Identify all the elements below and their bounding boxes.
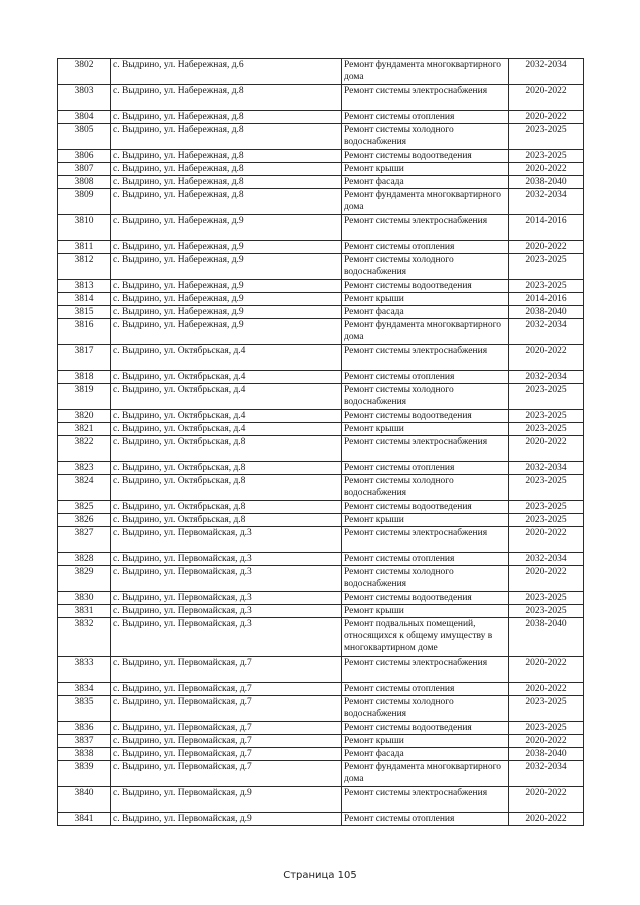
row-number-cell: 3837 xyxy=(58,735,111,748)
period-cell: 2020-2022 xyxy=(509,241,584,254)
address-cell: с. Выдрино, ул. Первомайская, д.3 xyxy=(111,618,342,657)
period-cell: 2032-2034 xyxy=(509,462,584,475)
row-number-cell: 3838 xyxy=(58,748,111,761)
address-cell: с. Выдрино, ул. Набережная, д.8 xyxy=(111,111,342,124)
row-number-cell: 3830 xyxy=(58,592,111,605)
address-cell: с. Выдрино, ул. Октябрьская, д.8 xyxy=(111,514,342,527)
table-row xyxy=(58,189,584,215)
work-type-cell: Ремонт системы холодного водоснабжения xyxy=(342,696,509,722)
address-cell: с. Выдрино, ул. Набережная, д.9 xyxy=(111,280,342,293)
table-row xyxy=(58,527,584,553)
work-type-cell: Ремонт системы отопления xyxy=(342,462,509,475)
address-cell: с. Выдрино, ул. Октябрьская, д.4 xyxy=(111,410,342,423)
period-cell: 2023-2025 xyxy=(509,605,584,618)
period-cell: 2023-2025 xyxy=(509,410,584,423)
period-cell: 2038-2040 xyxy=(509,306,584,319)
period-cell: 2020-2022 xyxy=(509,813,584,826)
address-cell: с. Выдрино, ул. Октябрьская, д.4 xyxy=(111,345,342,371)
row-number-cell: 3803 xyxy=(58,85,111,111)
address-cell: с. Выдрино, ул. Набережная, д.6 xyxy=(111,59,342,85)
address-cell: с. Выдрино, ул. Первомайская, д.7 xyxy=(111,761,342,787)
address-cell: с. Выдрино, ул. Первомайская, д.9 xyxy=(111,787,342,813)
table-row xyxy=(58,423,584,436)
work-type-cell: Ремонт фундамента многоквартирного дома xyxy=(342,319,509,345)
table-row xyxy=(58,475,584,501)
table-row xyxy=(58,787,584,813)
period-cell: 2020-2022 xyxy=(509,163,584,176)
period-cell: 2032-2034 xyxy=(509,59,584,85)
work-type-cell: Ремонт системы электроснабжения xyxy=(342,657,509,683)
row-number-cell: 3827 xyxy=(58,527,111,553)
work-type-cell: Ремонт крыши xyxy=(342,163,509,176)
table-row xyxy=(58,501,584,514)
table-row xyxy=(58,254,584,280)
address-cell: с. Выдрино, ул. Первомайская, д.9 xyxy=(111,813,342,826)
address-cell: с. Выдрино, ул. Первомайская, д.3 xyxy=(111,592,342,605)
work-type-cell: Ремонт системы электроснабжения xyxy=(342,787,509,813)
row-number-cell: 3823 xyxy=(58,462,111,475)
address-cell: с. Выдрино, ул. Первомайская, д.3 xyxy=(111,553,342,566)
repair-schedule-table xyxy=(57,58,584,826)
address-cell: с. Выдрино, ул. Первомайская, д.3 xyxy=(111,566,342,592)
period-cell: 2023-2025 xyxy=(509,124,584,150)
row-number-cell: 3840 xyxy=(58,787,111,813)
row-number-cell: 3839 xyxy=(58,761,111,787)
table-row xyxy=(58,345,584,371)
row-number-cell: 3808 xyxy=(58,176,111,189)
table-row xyxy=(58,813,584,826)
row-number-cell: 3835 xyxy=(58,696,111,722)
row-number-cell: 3832 xyxy=(58,618,111,657)
period-cell: 2023-2025 xyxy=(509,384,584,410)
row-number-cell: 3841 xyxy=(58,813,111,826)
table-row xyxy=(58,371,584,384)
work-type-cell: Ремонт системы электроснабжения xyxy=(342,215,509,241)
row-number-cell: 3822 xyxy=(58,436,111,462)
address-cell: с. Выдрино, ул. Набережная, д.8 xyxy=(111,124,342,150)
row-number-cell: 3833 xyxy=(58,657,111,683)
address-cell: с. Выдрино, ул. Набережная, д.9 xyxy=(111,319,342,345)
address-cell: с. Выдрино, ул. Октябрьская, д.8 xyxy=(111,436,342,462)
table-row xyxy=(58,293,584,306)
address-cell: с. Выдрино, ул. Набережная, д.9 xyxy=(111,215,342,241)
table-row xyxy=(58,384,584,410)
address-cell: с. Выдрино, ул. Первомайская, д.7 xyxy=(111,683,342,696)
row-number-cell: 3816 xyxy=(58,319,111,345)
work-type-cell: Ремонт фундамента многоквартирного дома xyxy=(342,761,509,787)
work-type-cell: Ремонт крыши xyxy=(342,735,509,748)
address-cell: с. Выдрино, ул. Набережная, д.9 xyxy=(111,306,342,319)
row-number-cell: 3811 xyxy=(58,241,111,254)
period-cell: 2032-2034 xyxy=(509,761,584,787)
work-type-cell: Ремонт фундамента многоквартирного дома xyxy=(342,189,509,215)
row-number-cell: 3829 xyxy=(58,566,111,592)
work-type-cell: Ремонт системы электроснабжения xyxy=(342,85,509,111)
work-type-cell: Ремонт крыши xyxy=(342,514,509,527)
table-row xyxy=(58,150,584,163)
address-cell: с. Выдрино, ул. Октябрьская, д.8 xyxy=(111,462,342,475)
address-cell: с. Выдрино, ул. Набережная, д.9 xyxy=(111,241,342,254)
work-type-cell: Ремонт системы электроснабжения xyxy=(342,527,509,553)
row-number-cell: 3802 xyxy=(58,59,111,85)
period-cell: 2032-2034 xyxy=(509,189,584,215)
row-number-cell: 3806 xyxy=(58,150,111,163)
table-row xyxy=(58,241,584,254)
address-cell: с. Выдрино, ул. Октябрьская, д.4 xyxy=(111,384,342,410)
work-type-cell: Ремонт системы водоотведения xyxy=(342,150,509,163)
period-cell: 2023-2025 xyxy=(509,514,584,527)
period-cell: 2020-2022 xyxy=(509,436,584,462)
address-cell: с. Выдрино, ул. Первомайская, д.7 xyxy=(111,748,342,761)
period-cell: 2020-2022 xyxy=(509,787,584,813)
work-type-cell: Ремонт системы отопления xyxy=(342,813,509,826)
work-type-cell: Ремонт системы электроснабжения xyxy=(342,345,509,371)
work-type-cell: Ремонт фасада xyxy=(342,176,509,189)
period-cell: 2020-2022 xyxy=(509,735,584,748)
work-type-cell: Ремонт фасада xyxy=(342,748,509,761)
address-cell: с. Выдрино, ул. Октябрьская, д.8 xyxy=(111,475,342,501)
work-type-cell: Ремонт системы холодного водоснабжения xyxy=(342,124,509,150)
work-type-cell: Ремонт системы водоотведения xyxy=(342,410,509,423)
work-type-cell: Ремонт системы холодного водоснабжения xyxy=(342,384,509,410)
row-number-cell: 3813 xyxy=(58,280,111,293)
work-type-cell: Ремонт системы водоотведения xyxy=(342,280,509,293)
address-cell: с. Выдрино, ул. Первомайская, д.3 xyxy=(111,527,342,553)
address-cell: с. Выдрино, ул. Первомайская, д.3 xyxy=(111,605,342,618)
row-number-cell: 3805 xyxy=(58,124,111,150)
work-type-cell: Ремонт системы отопления xyxy=(342,683,509,696)
table-row xyxy=(58,761,584,787)
period-cell: 2023-2025 xyxy=(509,722,584,735)
address-cell: с. Выдрино, ул. Первомайская, д.7 xyxy=(111,722,342,735)
table-row xyxy=(58,735,584,748)
period-cell: 2038-2040 xyxy=(509,176,584,189)
row-number-cell: 3821 xyxy=(58,423,111,436)
work-type-cell: Ремонт подвальных помещений, относящихся к общему имуществу в многоквартирном доме xyxy=(342,618,509,657)
work-type-cell: Ремонт крыши xyxy=(342,605,509,618)
period-cell: 2023-2025 xyxy=(509,280,584,293)
work-type-cell: Ремонт системы водоотведения xyxy=(342,592,509,605)
table-row xyxy=(58,592,584,605)
address-cell: с. Выдрино, ул. Первомайская, д.7 xyxy=(111,735,342,748)
work-type-cell: Ремонт системы отопления xyxy=(342,111,509,124)
address-cell: с. Выдрино, ул. Октябрьская, д.4 xyxy=(111,371,342,384)
work-type-cell: Ремонт системы водоотведения xyxy=(342,501,509,514)
work-type-cell: Ремонт системы электроснабжения xyxy=(342,436,509,462)
address-cell: с. Выдрино, ул. Набережная, д.9 xyxy=(111,293,342,306)
row-number-cell: 3824 xyxy=(58,475,111,501)
row-number-cell: 3817 xyxy=(58,345,111,371)
row-number-cell: 3815 xyxy=(58,306,111,319)
row-number-cell: 3820 xyxy=(58,410,111,423)
table-row xyxy=(58,410,584,423)
work-type-cell: Ремонт системы холодного водоснабжения xyxy=(342,254,509,280)
address-cell: с. Выдрино, ул. Набережная, д.8 xyxy=(111,189,342,215)
table-row xyxy=(58,722,584,735)
period-cell: 2020-2022 xyxy=(509,657,584,683)
table-row xyxy=(58,748,584,761)
period-cell: 2020-2022 xyxy=(509,683,584,696)
period-cell: 2023-2025 xyxy=(509,592,584,605)
address-cell: с. Выдрино, ул. Октябрьская, д.4 xyxy=(111,423,342,436)
document-page xyxy=(57,58,583,826)
table-row xyxy=(58,553,584,566)
table-row xyxy=(58,176,584,189)
work-type-cell: Ремонт системы холодного водоснабжения xyxy=(342,566,509,592)
row-number-cell: 3825 xyxy=(58,501,111,514)
row-number-cell: 3819 xyxy=(58,384,111,410)
table-row xyxy=(58,683,584,696)
table-row xyxy=(58,59,584,85)
table-row xyxy=(58,111,584,124)
address-cell: с. Выдрино, ул. Набережная, д.8 xyxy=(111,176,342,189)
address-cell: с. Выдрино, ул. Первомайская, д.7 xyxy=(111,696,342,722)
period-cell: 2023-2025 xyxy=(509,254,584,280)
period-cell: 2023-2025 xyxy=(509,696,584,722)
table-row xyxy=(58,163,584,176)
period-cell: 2020-2022 xyxy=(509,345,584,371)
row-number-cell: 3834 xyxy=(58,683,111,696)
period-cell: 2020-2022 xyxy=(509,527,584,553)
table-row xyxy=(58,657,584,683)
table-row xyxy=(58,618,584,657)
table-row xyxy=(58,436,584,462)
row-number-cell: 3828 xyxy=(58,553,111,566)
period-cell: 2032-2034 xyxy=(509,371,584,384)
period-cell: 2038-2040 xyxy=(509,618,584,657)
work-type-cell: Ремонт системы отопления xyxy=(342,553,509,566)
table-row xyxy=(58,696,584,722)
work-type-cell: Ремонт фундамента многоквартирного дома xyxy=(342,59,509,85)
table-row xyxy=(58,566,584,592)
period-cell: 2023-2025 xyxy=(509,501,584,514)
address-cell: с. Выдрино, ул. Октябрьская, д.8 xyxy=(111,501,342,514)
period-cell: 2032-2034 xyxy=(509,553,584,566)
row-number-cell: 3807 xyxy=(58,163,111,176)
period-cell: 2014-2016 xyxy=(509,215,584,241)
work-type-cell: Ремонт крыши xyxy=(342,293,509,306)
period-cell: 2032-2034 xyxy=(509,319,584,345)
row-number-cell: 3810 xyxy=(58,215,111,241)
period-cell: 2023-2025 xyxy=(509,475,584,501)
period-cell: 2023-2025 xyxy=(509,423,584,436)
address-cell: с. Выдрино, ул. Первомайская, д.7 xyxy=(111,657,342,683)
row-number-cell: 3836 xyxy=(58,722,111,735)
address-cell: с. Выдрино, ул. Набережная, д.8 xyxy=(111,85,342,111)
row-number-cell: 3812 xyxy=(58,254,111,280)
row-number-cell: 3804 xyxy=(58,111,111,124)
table-row xyxy=(58,605,584,618)
table-row xyxy=(58,280,584,293)
row-number-cell: 3814 xyxy=(58,293,111,306)
row-number-cell: 3818 xyxy=(58,371,111,384)
table-row xyxy=(58,319,584,345)
address-cell: с. Выдрино, ул. Набережная, д.9 xyxy=(111,254,342,280)
work-type-cell: Ремонт системы отопления xyxy=(342,371,509,384)
work-type-cell: Ремонт фасада xyxy=(342,306,509,319)
table-row xyxy=(58,215,584,241)
period-cell: 2023-2025 xyxy=(509,150,584,163)
table-body xyxy=(58,59,584,826)
period-cell: 2020-2022 xyxy=(509,85,584,111)
work-type-cell: Ремонт системы водоотведения xyxy=(342,722,509,735)
row-number-cell: 3826 xyxy=(58,514,111,527)
work-type-cell: Ремонт крыши xyxy=(342,423,509,436)
row-number-cell: 3831 xyxy=(58,605,111,618)
table-row xyxy=(58,306,584,319)
work-type-cell: Ремонт системы холодного водоснабжения xyxy=(342,475,509,501)
table-row xyxy=(58,124,584,150)
address-cell: с. Выдрино, ул. Набережная, д.8 xyxy=(111,163,342,176)
table-row xyxy=(58,514,584,527)
period-cell: 2020-2022 xyxy=(509,566,584,592)
page-number: Страница 105 xyxy=(283,870,357,881)
period-cell: 2038-2040 xyxy=(509,748,584,761)
table-row xyxy=(58,85,584,111)
table-row xyxy=(58,462,584,475)
row-number-cell: 3809 xyxy=(58,189,111,215)
work-type-cell: Ремонт системы отопления xyxy=(342,241,509,254)
period-cell: 2020-2022 xyxy=(509,111,584,124)
period-cell: 2014-2016 xyxy=(509,293,584,306)
address-cell: с. Выдрино, ул. Набережная, д.8 xyxy=(111,150,342,163)
